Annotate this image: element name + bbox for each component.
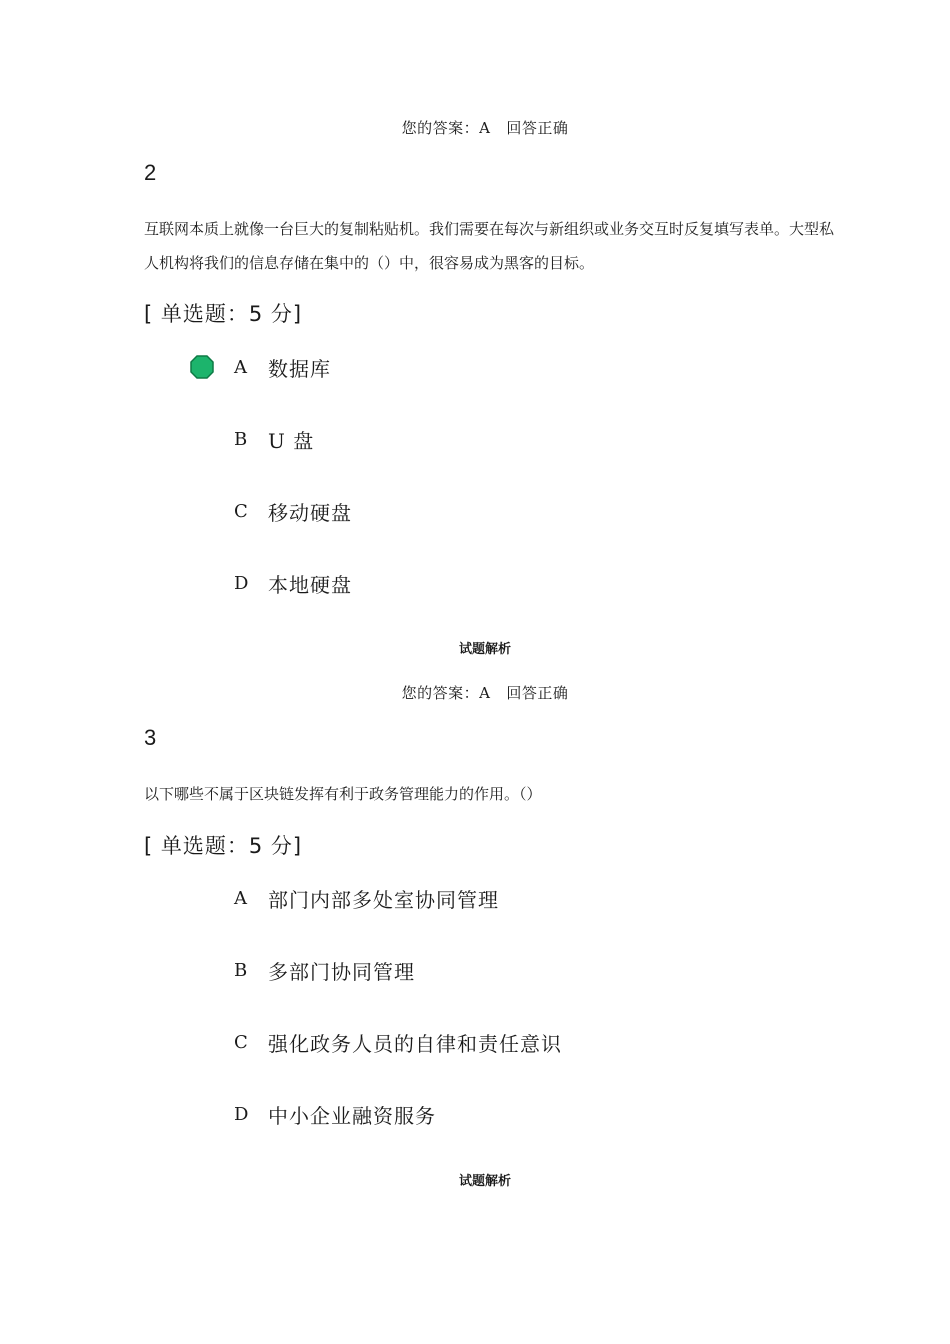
- option-b[interactable]: [190, 424, 314, 454]
- question-type-label: [ 单选题：5 分]: [144, 302, 303, 326]
- option-text: 部门内部多处室协同管理: [268, 887, 499, 912]
- previous-answer-line: [0, 117, 950, 138]
- option-letter: D: [234, 1103, 249, 1125]
- question-number: 3: [144, 725, 157, 750]
- option-letter: B: [234, 428, 248, 450]
- option-letter: A: [234, 887, 247, 909]
- option-b[interactable]: [190, 955, 415, 985]
- answer-line: [0, 682, 950, 703]
- option-letter: D: [234, 572, 249, 594]
- answer-result: 回答正确: [506, 119, 569, 137]
- option-d[interactable]: [190, 568, 352, 598]
- option-c[interactable]: [190, 496, 352, 526]
- question-type-label: [ 单选题：5 分]: [144, 834, 303, 858]
- option-letter: C: [234, 1031, 248, 1053]
- option-text: 移动硬盘: [268, 500, 352, 525]
- option-text: 本地硬盘: [268, 572, 352, 597]
- question-text: 互联网本质上就像一台巨大的复制粘贴机。我们需要在每次与新组织或业务交互时反复填写表单。大型私人机构将我们的信息存储在集中的（）中，很容易成为黑客的目标。: [144, 220, 835, 272]
- option-text: 中小企业融资服务: [268, 1103, 436, 1128]
- radio-selected-icon[interactable]: [190, 355, 214, 379]
- option-d[interactable]: [190, 1099, 436, 1129]
- option-c[interactable]: [190, 1027, 562, 1057]
- your-answer-label: 您的答案：A: [401, 119, 491, 137]
- analysis-link[interactable]: 试题解析: [458, 642, 511, 657]
- analysis-link[interactable]: 试题解析: [458, 1174, 511, 1189]
- option-letter: C: [234, 500, 248, 522]
- option-a[interactable]: [190, 883, 499, 913]
- option-text: U 盘: [268, 428, 315, 453]
- question-number: 2: [144, 160, 157, 185]
- option-a[interactable]: [190, 352, 331, 382]
- option-text: 强化政务人员的自律和责任意识: [268, 1031, 562, 1056]
- option-text: 多部门协同管理: [268, 959, 415, 984]
- answer-result: 回答正确: [506, 684, 569, 702]
- option-letter: A: [234, 356, 247, 378]
- question-text: 以下哪些不属于区块链发挥有利于政务管理能力的作用。（）: [144, 785, 542, 803]
- your-answer-label: 您的答案：A: [401, 684, 491, 702]
- option-text: 数据库: [268, 356, 331, 381]
- option-letter: B: [234, 959, 248, 981]
